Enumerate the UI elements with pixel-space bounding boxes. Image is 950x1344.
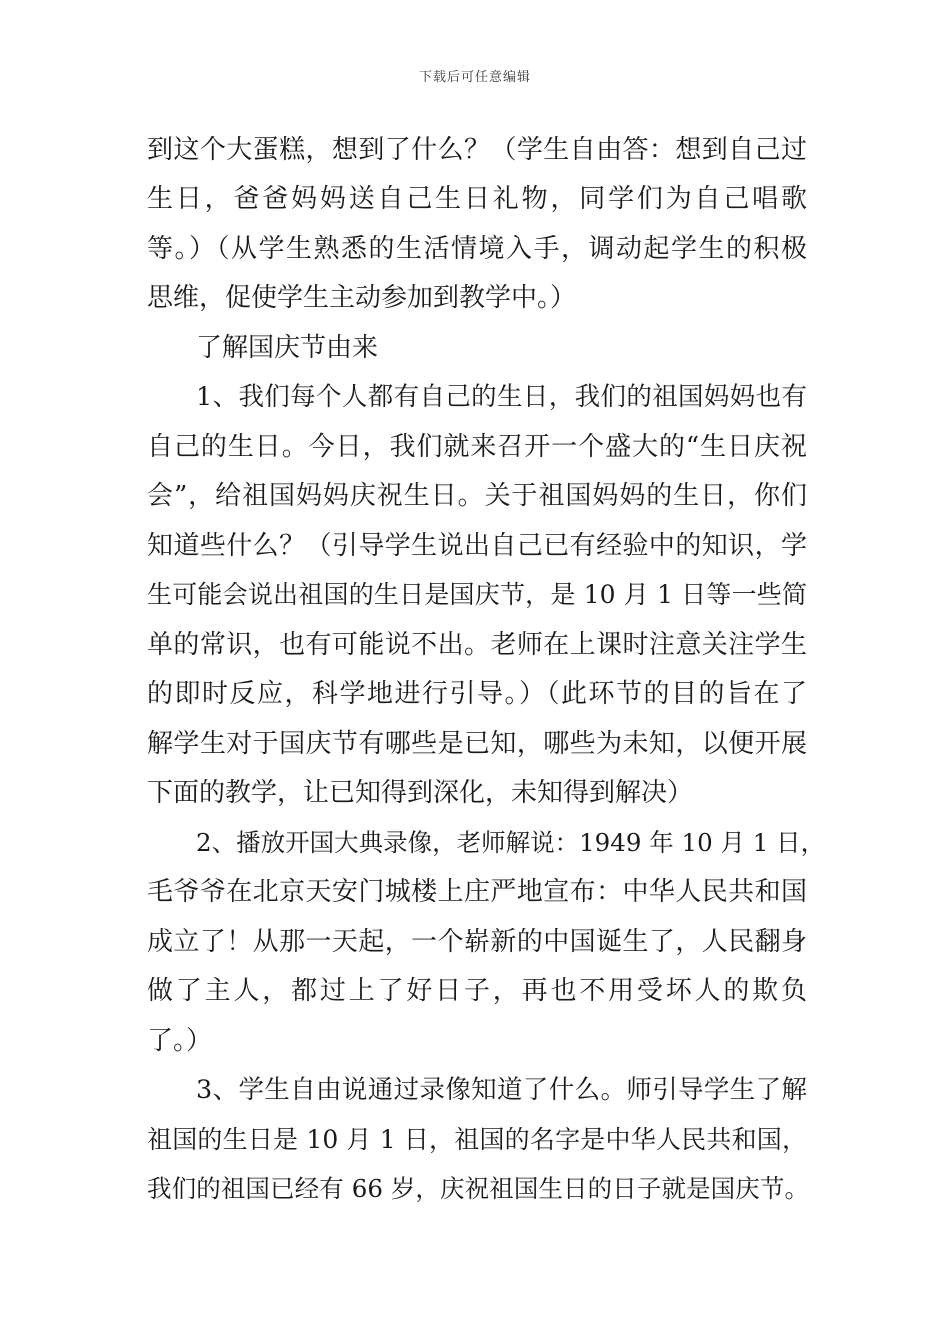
body-line-14: 下面的教学，让已知得到深化，未知得到解决）	[147, 778, 694, 808]
body-line-3: 等。）（从学生熟悉的生活情境入手，调动起学生的积极	[147, 234, 807, 264]
body-line-4: 思维，促使学生主动参加到教学中。）	[147, 283, 577, 313]
body-line-16: 毛爷爷在北京天安门城楼上庄严地宣布：中华人民共和国	[147, 877, 807, 907]
body-line-6: 1、我们每个人都有自己的生日，我们的祖国妈妈也有	[196, 382, 807, 412]
body-line-8: 会”，给祖国妈妈庆祝生日。关于祖国妈妈的生日，你们	[147, 481, 807, 511]
page-header: 下载后可任意编辑	[418, 70, 531, 85]
body-line-13: 解学生对于国庆节有哪些是已知，哪些为未知，以便开展	[147, 729, 807, 759]
body-line-15: 2、播放开国大典录像，老师解说：1949 年 10 月 1 日，	[196, 828, 826, 857]
body-line-17: 成立了！从那一天起，一个崭新的中国诞生了，人民翻身	[147, 927, 807, 957]
body-line-7: 自己的生日。今日，我们就来召开一个盛大的“生日庆祝	[147, 432, 807, 462]
body-line-11: 单的常识，也有可能说不出。老师在上课时注意关注学生	[147, 630, 807, 660]
body-line-19: 了。）	[147, 1026, 213, 1056]
body-line-20: 3、学生自由说通过录像知道了什么。师引导学生了解	[196, 1075, 807, 1105]
body-line-10: 生可能会说出祖国的生日是国庆节，是 10 月 1 日等一些简	[147, 580, 807, 609]
body-line-21: 祖国的生日是 10 月 1 日，祖国的名字是中华人民共和国，	[147, 1125, 807, 1154]
section-heading: 了解国庆节由来	[196, 333, 379, 363]
body-line-9: 知道些什么？（引导学生说出自己已有经验中的知识，学	[147, 531, 807, 561]
body-line-22: 我们的祖国已经有 66 岁，庆祝祖国生日的日子就是国庆节。	[147, 1174, 809, 1203]
body-line-1: 到这个大蛋糕，想到了什么？（学生自由答：想到自己过	[147, 135, 807, 165]
body-line-2: 生日，爸爸妈妈送自己生日礼物，同学们为自己唱歌	[147, 184, 807, 214]
body-line-18: 做了主人，都过上了好日子，再也不用受坏人的欺负	[147, 976, 807, 1006]
body-line-12: 的即时反应，科学地进行引导。）（此环节的目的旨在了	[147, 679, 807, 709]
